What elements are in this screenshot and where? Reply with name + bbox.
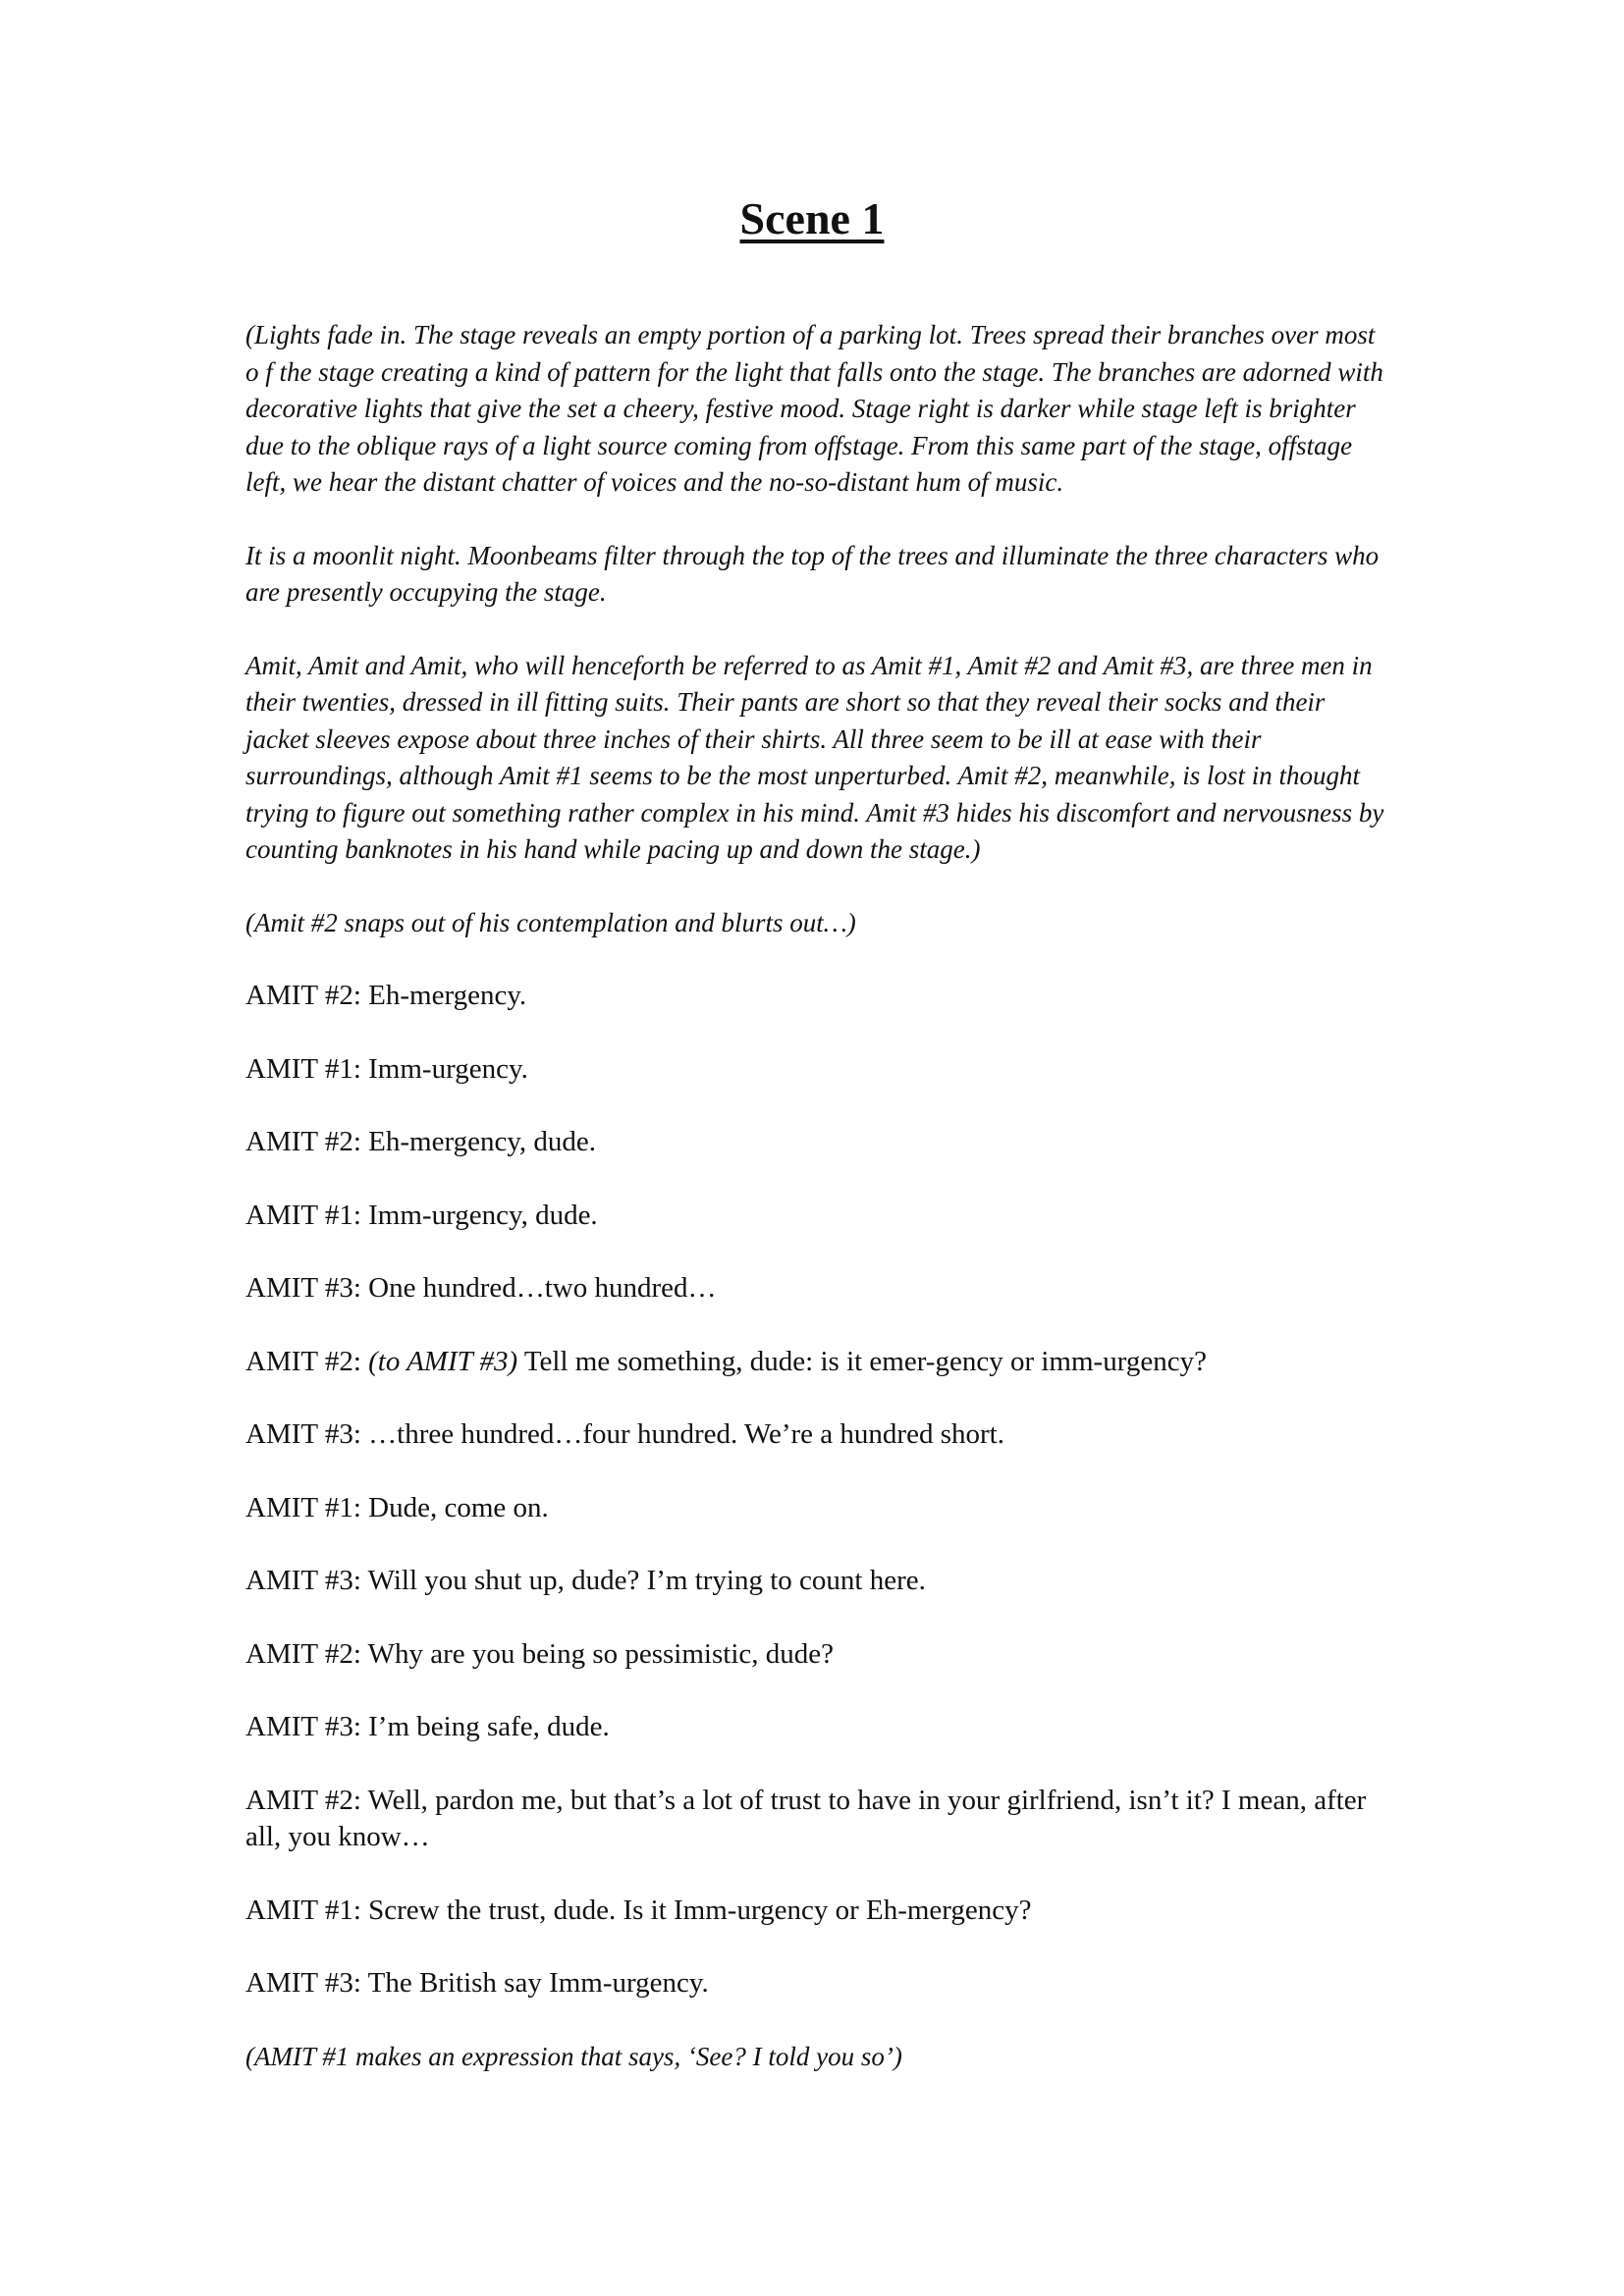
dialogue-text: Imm-urgency.: [368, 1052, 528, 1085]
dialogue-text: Why are you being so pessimistic, dude?: [367, 1637, 834, 1670]
dialogue-line: [245, 1490, 1384, 1527]
speaker-name: AMIT #2:: [245, 1637, 361, 1670]
stage-direction-characters: Amit, Amit and Amit, who will henceforth be referred to as Amit #1, Amit #2 and Amit #3, are three men in their twenties, dressed in ill fitting suits. Their pants are short so that they reveal their socks and their jacket sleeves expose about three inches of their shirts. All three seem to be ill at ease with their surroundings, although Amit #1 seems to be the most unperturbed. Amit #2, meanwhile, is lost in thought trying to figure out something rather complex in his mind. Amit #3 hides his discomfort and nervousness by counting banknotes in his hand while pacing up and down the stage.): [245, 650, 1384, 864]
dialogue-text: I’m being safe, dude.: [368, 1711, 610, 1742]
dialogue-line: [245, 1198, 1384, 1235]
script-body: [245, 317, 1384, 2111]
dialogue-line: [245, 1709, 1384, 1746]
dialogue-text: Will you shut up, dude? I’m trying to count here.: [367, 1565, 926, 1596]
dialogue-text: Eh-mergency.: [368, 980, 527, 1011]
speaker-name: AMIT #1:: [245, 1199, 361, 1231]
speaker-name: AMIT #1:: [245, 1052, 361, 1085]
dialogue-text: The British say Imm-urgency.: [367, 1967, 709, 1999]
dialogue-line: [245, 1783, 1384, 1856]
speaker-name: AMIT #2:: [245, 1345, 361, 1377]
speaker-name: AMIT #1:: [245, 1491, 361, 1523]
dialogue-line: [245, 1270, 1384, 1308]
dialogue-line: [245, 1051, 1384, 1089]
dialogue-line: [245, 1416, 1384, 1454]
speaker-name: AMIT #3:: [245, 1711, 361, 1742]
speaker-name: AMIT #2:: [245, 1126, 361, 1157]
dialogue-line: [245, 1344, 1384, 1381]
inline-stage-direction: (to AMIT #3): [368, 1345, 518, 1377]
dialogue-line: [245, 1124, 1384, 1161]
speaker-name: AMIT #2:: [245, 1784, 361, 1816]
speaker-name: AMIT #3:: [245, 1967, 361, 1999]
dialogue-line: [245, 1965, 1384, 2002]
stage-direction-moonlight: It is a moonlit night. Moonbeams filter through the top of the trees and illuminate the three characters who are presently occupying the stage.: [245, 540, 1380, 607]
dialogue-text: Imm-urgency, dude.: [368, 1199, 598, 1231]
dialogue-line: [245, 1563, 1384, 1600]
speaker-name: AMIT #2:: [245, 980, 361, 1011]
speaker-name: AMIT #3:: [245, 1565, 361, 1596]
stage-direction-closing: (AMIT #1 makes an expression that says, ‘See? I told you so’): [245, 2041, 902, 2071]
stage-direction-snaps-out: (Amit #2 snaps out of his contemplation and blurts out…): [245, 907, 856, 937]
dialogue-text: Well, pardon me, but that’s a lot of trust to have in your girlfriend, isn’t it? I mean, after all, you know…: [245, 1784, 1367, 1852]
dialogue-line: [245, 978, 1384, 1015]
dialogue-text: Screw the trust, dude. Is it Imm-urgency or Eh-mergency?: [368, 1894, 1032, 1926]
dialogue-line: [245, 1636, 1384, 1674]
dialogue-text: …three hundred…four hundred. We’re a hundred short.: [368, 1418, 1004, 1450]
speaker-name: AMIT #1:: [245, 1894, 361, 1926]
speaker-name: AMIT #3:: [245, 1418, 361, 1450]
stage-direction-setting: (Lights fade in. The stage reveals an empty portion of a parking lot. Trees spread their branches over most o f the stage creating a kind of pattern for the light that falls onto the stage. The branches are adorned with decorative lights that give the set a cheery, festive mood. Stage right is darker while stage left is brighter due to the oblique rays of a light source coming from offstage. From this same part of the stage, offstage left, we hear the distant chatter of voices and the no-so-distant hum of music.: [245, 320, 1383, 497]
dialogue-line: [245, 1893, 1384, 1930]
dialogue-text: Dude, come on.: [368, 1491, 549, 1523]
dialogue-text: Eh-mergency, dude.: [368, 1126, 597, 1157]
speaker-name: AMIT #3:: [245, 1272, 361, 1304]
scene-title: Scene 1: [739, 193, 885, 243]
dialogue-text: Tell me something, dude: is it emer-gency or imm-urgency?: [523, 1345, 1207, 1377]
dialogue-text: One hundred…two hundred…: [368, 1272, 717, 1304]
